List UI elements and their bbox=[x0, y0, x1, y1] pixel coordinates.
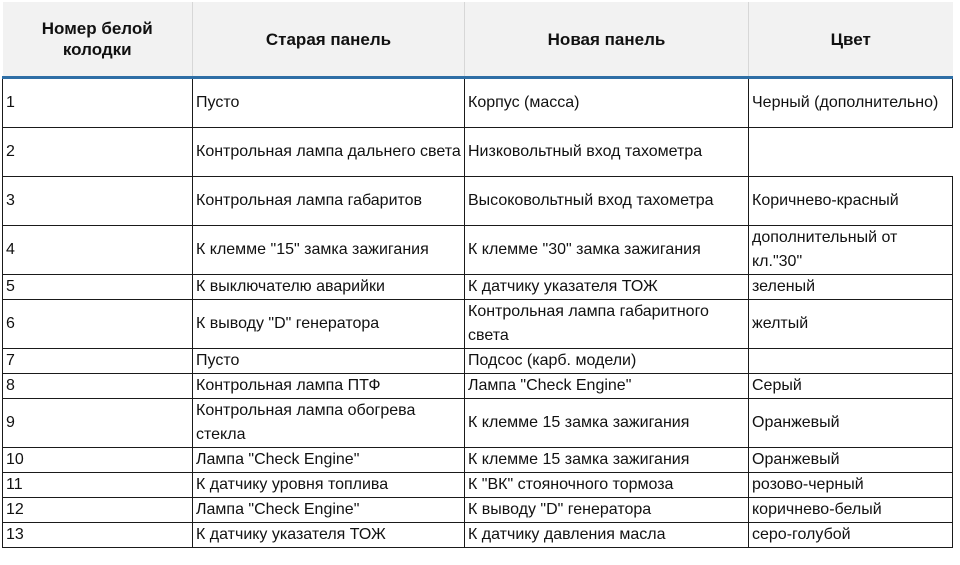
cell-number: 10 bbox=[3, 448, 193, 473]
cell-color: Оранжевый bbox=[749, 399, 953, 448]
cell-number: 4 bbox=[3, 226, 193, 275]
cell-new-panel: К клемме 15 замка зажигания bbox=[465, 399, 749, 448]
cell-new-panel: Корпус (масса) bbox=[465, 78, 749, 128]
table-row bbox=[3, 128, 953, 177]
cell-number: 7 bbox=[3, 349, 193, 374]
cell-new-panel: Высоковольтный вход тахометра bbox=[465, 177, 749, 226]
cell-new-panel: Подсос (карб. модели) bbox=[465, 349, 749, 374]
header-old-panel: Старая панель bbox=[193, 2, 465, 78]
cell-old-panel: К клемме "15" замка зажигания bbox=[193, 226, 465, 275]
table-row bbox=[3, 300, 953, 349]
cell-old-panel: К выводу "D" генератора bbox=[193, 300, 465, 349]
cell-new-panel: К датчику давления масла bbox=[465, 523, 749, 548]
cell-number: 5 bbox=[3, 275, 193, 300]
cell-color bbox=[749, 349, 953, 374]
cell-color: Оранжевый bbox=[749, 448, 953, 473]
cell-old-panel: Контрольная лампа дальнего света bbox=[193, 128, 465, 177]
cell-number: 11 bbox=[3, 473, 193, 498]
cell-number: 12 bbox=[3, 498, 193, 523]
cell-number: 6 bbox=[3, 300, 193, 349]
cell-color: коричнево-белый bbox=[749, 498, 953, 523]
cell-number: 8 bbox=[3, 374, 193, 399]
wiring-table bbox=[2, 2, 953, 548]
table-row bbox=[3, 226, 953, 275]
cell-old-panel: Контрольная лампа обогрева стекла bbox=[193, 399, 465, 448]
cell-new-panel: К клемме 15 замка зажигания bbox=[465, 448, 749, 473]
cell-color: серо-голубой bbox=[749, 523, 953, 548]
table-row bbox=[3, 448, 953, 473]
cell-old-panel: К выключателю аварийки bbox=[193, 275, 465, 300]
cell-new-panel: Лампа "Check Engine" bbox=[465, 374, 749, 399]
cell-number: 1 bbox=[3, 78, 193, 128]
cell-new-panel: К клемме "30" замка зажигания bbox=[465, 226, 749, 275]
cell-old-panel: Лампа "Check Engine" bbox=[193, 448, 465, 473]
cell-new-panel: Контрольная лампа габаритного света bbox=[465, 300, 749, 349]
cell-new-panel: Низковольтный вход тахометра bbox=[465, 128, 749, 177]
cell-old-panel: Лампа "Check Engine" bbox=[193, 498, 465, 523]
table-row bbox=[3, 399, 953, 448]
table-header-row bbox=[3, 2, 953, 78]
cell-old-panel: Контрольная лампа ПТФ bbox=[193, 374, 465, 399]
table-row bbox=[3, 498, 953, 523]
cell-color: Серый bbox=[749, 374, 953, 399]
cell-color: Коричнево-красный bbox=[749, 177, 953, 226]
wiring-table-container bbox=[2, 2, 952, 548]
header-new-panel: Новая панель bbox=[465, 2, 749, 78]
cell-color: зеленый bbox=[749, 275, 953, 300]
cell-new-panel: К "ВК" стояночного тормоза bbox=[465, 473, 749, 498]
table-row bbox=[3, 78, 953, 128]
cell-old-panel: К датчику уровня топлива bbox=[193, 473, 465, 498]
cell-old-panel: Контрольная лампа габаритов bbox=[193, 177, 465, 226]
cell-color: Черный (дополнительно) bbox=[749, 78, 953, 128]
cell-number: 9 bbox=[3, 399, 193, 448]
header-color: Цвет bbox=[749, 2, 953, 78]
cell-new-panel: К выводу "D" генератора bbox=[465, 498, 749, 523]
table-row bbox=[3, 275, 953, 300]
table-row bbox=[3, 349, 953, 374]
cell-new-panel: К датчику указателя ТОЖ bbox=[465, 275, 749, 300]
cell-number: 3 bbox=[3, 177, 193, 226]
header-block-number: Номер белой колодки bbox=[3, 2, 193, 78]
cell-color: желтый bbox=[749, 300, 953, 349]
cell-color: розово-черный bbox=[749, 473, 953, 498]
cell-old-panel: К датчику указателя ТОЖ bbox=[193, 523, 465, 548]
table-row bbox=[3, 523, 953, 548]
cell-old-panel: Пусто bbox=[193, 78, 465, 128]
cell-color: дополнительный от кл."30" bbox=[749, 226, 953, 275]
cell-number: 2 bbox=[3, 128, 193, 177]
cell-old-panel: Пусто bbox=[193, 349, 465, 374]
table-row bbox=[3, 374, 953, 399]
table-row bbox=[3, 177, 953, 226]
cell-number: 13 bbox=[3, 523, 193, 548]
table-row bbox=[3, 473, 953, 498]
cell-color bbox=[749, 128, 953, 177]
